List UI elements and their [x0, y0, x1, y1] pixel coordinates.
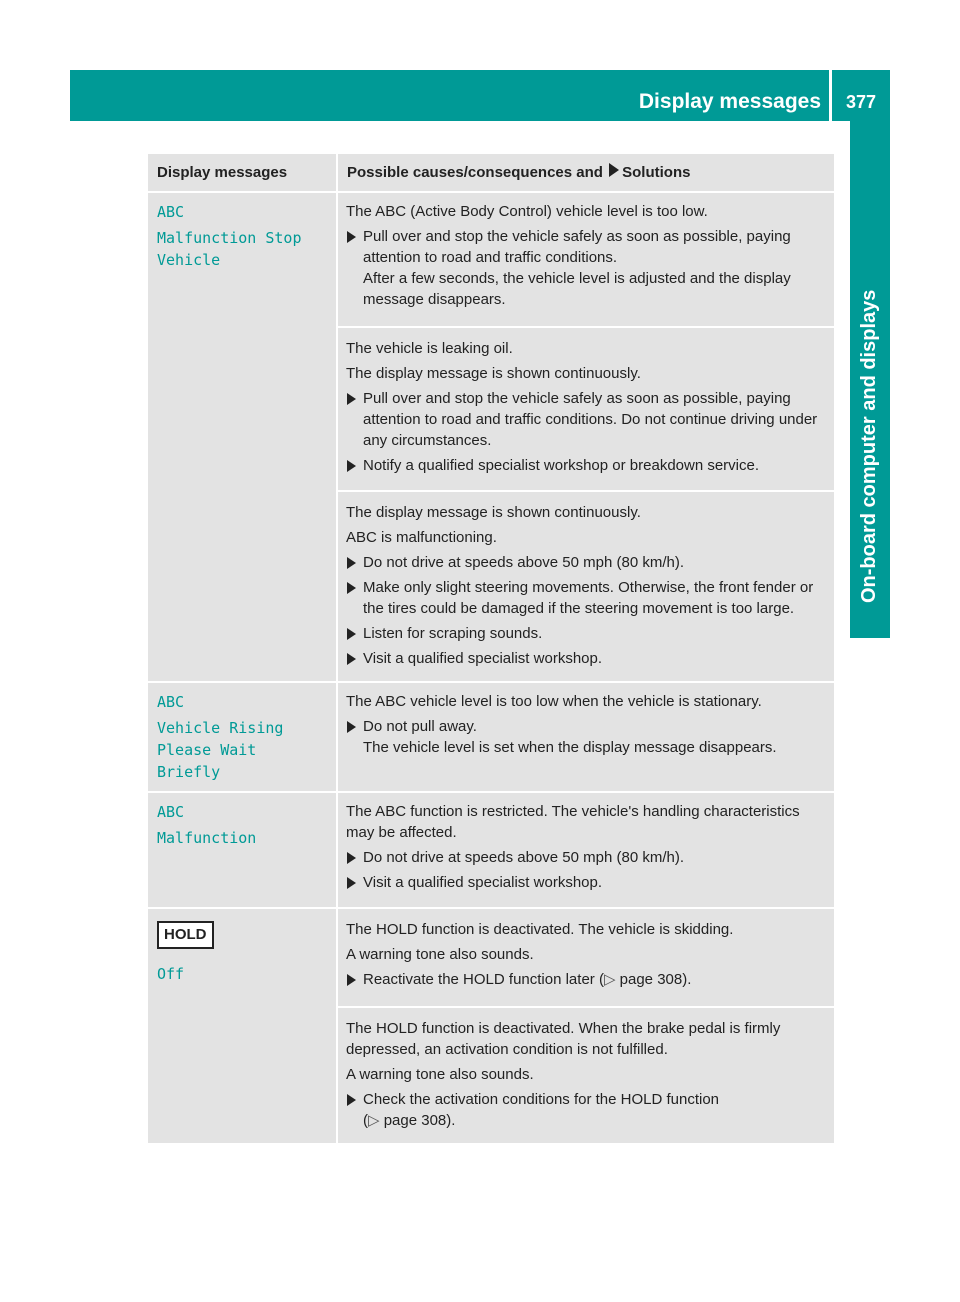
- step-arrow-icon: [347, 231, 356, 243]
- step-arrow-icon: [347, 721, 356, 733]
- message-code: ABC Malfunction: [157, 803, 257, 847]
- step-arrow-icon: [347, 877, 356, 889]
- side-tab-label: On-board computer and displays: [858, 289, 880, 603]
- column-header-solutions: [338, 154, 834, 193]
- page-ref-icon: ▷: [603, 971, 620, 988]
- message-code-cell: [148, 793, 338, 909]
- table-row: [148, 683, 834, 793]
- solution-cell: The HOLD function is deactivated. The vehicle is skidding. A warning tone also sounds. Reactivate the HOLD function later (▷ page 308).: [338, 909, 834, 1008]
- step-item: Do not pull away. The vehicle level is set when the display message disappears.: [346, 716, 826, 758]
- solution-cell: The ABC vehicle level is too low when the vehicle is stationary. Do not pull away. The vehicle level is set when the display message disappears.: [338, 683, 834, 793]
- step-item: Visit a qualified specialist workshop.: [346, 872, 826, 893]
- table-row: [148, 909, 834, 1008]
- page-number: 377: [845, 92, 877, 112]
- step-arrow-icon: [347, 628, 356, 640]
- step-arrow-icon: [347, 852, 356, 864]
- step-arrow-icon: [347, 393, 356, 405]
- table-header-row: [148, 154, 834, 193]
- message-code: Off: [157, 965, 185, 983]
- side-tab: [850, 121, 890, 638]
- table-row: [148, 793, 834, 909]
- message-code-cell: [148, 683, 338, 793]
- solution-cell: The ABC function is restricted. The vehicle's handling characteristics may be affected. Do not drive at speeds above 50 mph (80 km/h). Visit a qualified specialist workshop.: [338, 793, 834, 909]
- column-header-solutions-label: Solutions: [622, 164, 691, 181]
- step-item: Notify a qualified specialist workshop or breakdown service.: [346, 455, 826, 476]
- step-item: Listen for scraping sounds.: [346, 623, 826, 644]
- step-arrow-icon: [347, 582, 356, 594]
- step-item: Pull over and stop the vehicle safely as soon as possible, paying attention to road and traffic conditions. Do not continue driving under any circumstances.: [346, 388, 826, 451]
- message-code: ABC Vehicle Rising Please Wait Briefly: [157, 693, 284, 781]
- step-item: Check the activation conditions for the HOLD function (▷ page 308).: [346, 1089, 826, 1131]
- step-arrow-icon: [347, 1094, 356, 1106]
- step-item: Visit a qualified specialist workshop.: [346, 648, 826, 669]
- step-arrow-icon: [347, 557, 356, 569]
- table-row: [148, 193, 834, 328]
- page-header: [70, 70, 890, 121]
- section-title: Display messages: [638, 90, 821, 113]
- page-ref-icon: ▷: [368, 1112, 384, 1129]
- page-reference[interactable]: page 308).: [383, 1112, 456, 1129]
- step-arrow-icon: [347, 974, 356, 986]
- step-item: Make only slight steering movements. Otherwise, the front fender or the tires could be damaged if the steering movement is too large.: [346, 577, 826, 619]
- solution-cell: The display message is shown continuously. ABC is malfunctioning. Do not drive at speeds above 50 mph (80 km/h). Make only slight steering movements. Otherwise, the front fender or the tires could be damaged if the steering movement is too large. Listen for scraping sounds. Visit a qualified specialist workshop.: [338, 492, 834, 683]
- page-reference[interactable]: page 308).: [619, 971, 692, 988]
- solution-cell: The vehicle is leaking oil. The display message is shown continuously. Pull over and stop the vehicle safely as soon as possible, paying attention to road and traffic conditions. Do not continue driving under any circumstances. Notify a qualified specialist workshop or breakdown service.: [338, 328, 834, 492]
- hold-icon: HOLD: [157, 921, 214, 949]
- step-item: Do not drive at speeds above 50 mph (80 km/h).: [346, 552, 826, 573]
- step-arrow-icon: [347, 460, 356, 472]
- solution-cell: The ABC (Active Body Control) vehicle level is too low. Pull over and stop the vehicle safely as soon as possible, paying attention to road and traffic conditions. After a few seconds, the vehicle level is adjusted and the display message disappears.: [338, 193, 834, 328]
- step-item: Pull over and stop the vehicle safely as soon as possible, paying attention to road and traffic conditions. After a few seconds, the vehicle level is adjusted and the display message disappears.: [346, 226, 826, 310]
- column-header-display-messages: Display messages: [148, 154, 338, 193]
- message-code: ABC Malfunction Stop Vehicle: [157, 203, 302, 269]
- step-item: Do not drive at speeds above 50 mph (80 km/h).: [346, 847, 826, 868]
- arrow-right-icon: [609, 163, 619, 177]
- display-messages-table: [148, 154, 834, 1145]
- message-code-cell: [148, 909, 338, 1145]
- solution-cell: The HOLD function is deactivated. When the brake pedal is firmly depressed, an activation condition is not fulfilled. A warning tone also sounds. Check the activation conditions for the HOLD function (▷ page 308).: [338, 1008, 834, 1145]
- column-header-causes: Possible causes/consequences and: [347, 164, 603, 181]
- step-arrow-icon: [347, 653, 356, 665]
- message-code-cell: [148, 193, 338, 683]
- step-item: Reactivate the HOLD function later (▷ page 308).: [346, 969, 826, 990]
